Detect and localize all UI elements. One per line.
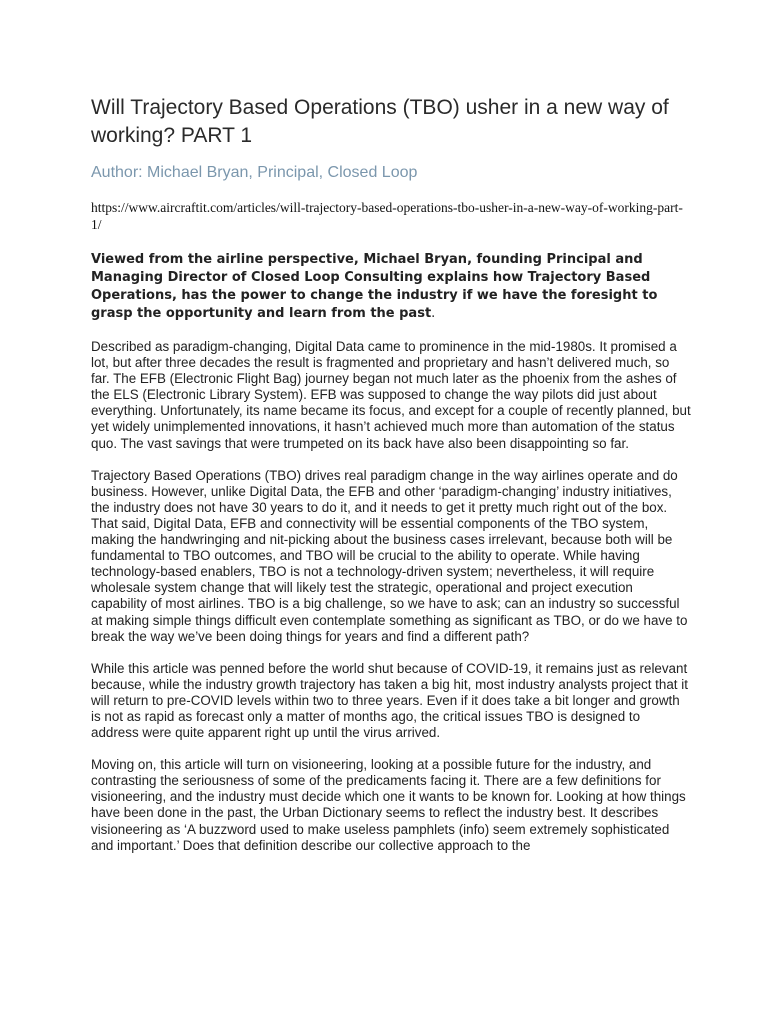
body-paragraph: Described as paradigm-changing, Digital Data came to prominence in the mid-1980s. It promised a lot, but after three decades the result is fragmented and proprietary and hasn’t delivered much, so far. The EFB (Electronic Flight Bag) journey began not much later as the phoenix from the ashes of the ELS (Electronic Library System). EFB was supposed to change the way pilots did just about everything. Unfortunately, its name became its focus, and except for a couple of recently planned, but yet widely unimplemented innovations, it hasn’t achieved much more than automation of the status quo. The vast savings that were trumpeted on its back have also been disappointing so far.: [91, 339, 691, 451]
lead-text: Viewed from the airline perspective, Michael Bryan, founding Principal and Managing Director of Closed Loop Consulting explains how Trajectory Based Operations, has the power to change the industry if we have the foresight to grasp the opportunity and learn from the past: [91, 252, 658, 321]
body-paragraph: Moving on, this article will turn on visioneering, looking at a possible future for the industry, and contrasting the seriousness of some of the predicaments facing it. There are a few definitions for visioneering, and the industry must decide which one it wants to be known for. Looking at how things have been done in the past, the Urban Dictionary seems to reflect the industry best. It describes visioneering as ‘A buzzword used to make useless pamphlets (info) seem extremely sophisticated and important.’ Does that definition describe our collective approach to the: [91, 757, 686, 853]
lead-period: .: [431, 306, 436, 321]
article-body: [91, 94, 691, 854]
page-title: Will Trajectory Based Operations (TBO) usher in a new way of working? PART 1: [91, 96, 669, 147]
body-paragraph: Trajectory Based Operations (TBO) drives real paradigm change in the way airlines operate and do business. However, unlike Digital Data, the EFB and other ‘paradigm-changing’ industry initiatives, the industry does not have 30 years to do it, and it needs to get it pretty much right out of the box. That said, Digital Data, EFB and connectivity will be essential components of the TBO system, making the handwringing and nit-picking about the business cases irrelevant, because both will be fundamental to TBO outcomes, and TBO will be crucial to the ability to operate. While having technology-based enablers, TBO is not a technology-driven system; nevertheless, it will require wholesale system change that will likely test the strategic, operational and project execution capability of most airlines. TBO is a big challenge, so we have to ask; can an industry so successful at making simple things difficult even contemplate something as significant as TBO, or do we have to break the way we’ve been doing things for years and find a different path?: [91, 467, 688, 644]
source-url: https://www.aircraftit.com/articles/will-trajectory-based-operations-tbo-usher-in-a-new-way-of-working-part-1/: [91, 200, 683, 232]
author-line: Author: Michael Bryan, Principal, Closed Loop: [91, 164, 418, 181]
lead-paragraph: [91, 251, 691, 323]
body-paragraph: While this article was penned before the world shut because of COVID-19, it remains just as relevant because, while the industry growth trajectory has taken a big hit, most industry analysts project that it will return to pre-COVID levels within two to three years. Even if it does take a bit longer and growth is not as rapid as forecast only a matter of months ago, the critical issues TBO is designed to address were quite apparent right up until the virus arrived.: [91, 660, 688, 741]
